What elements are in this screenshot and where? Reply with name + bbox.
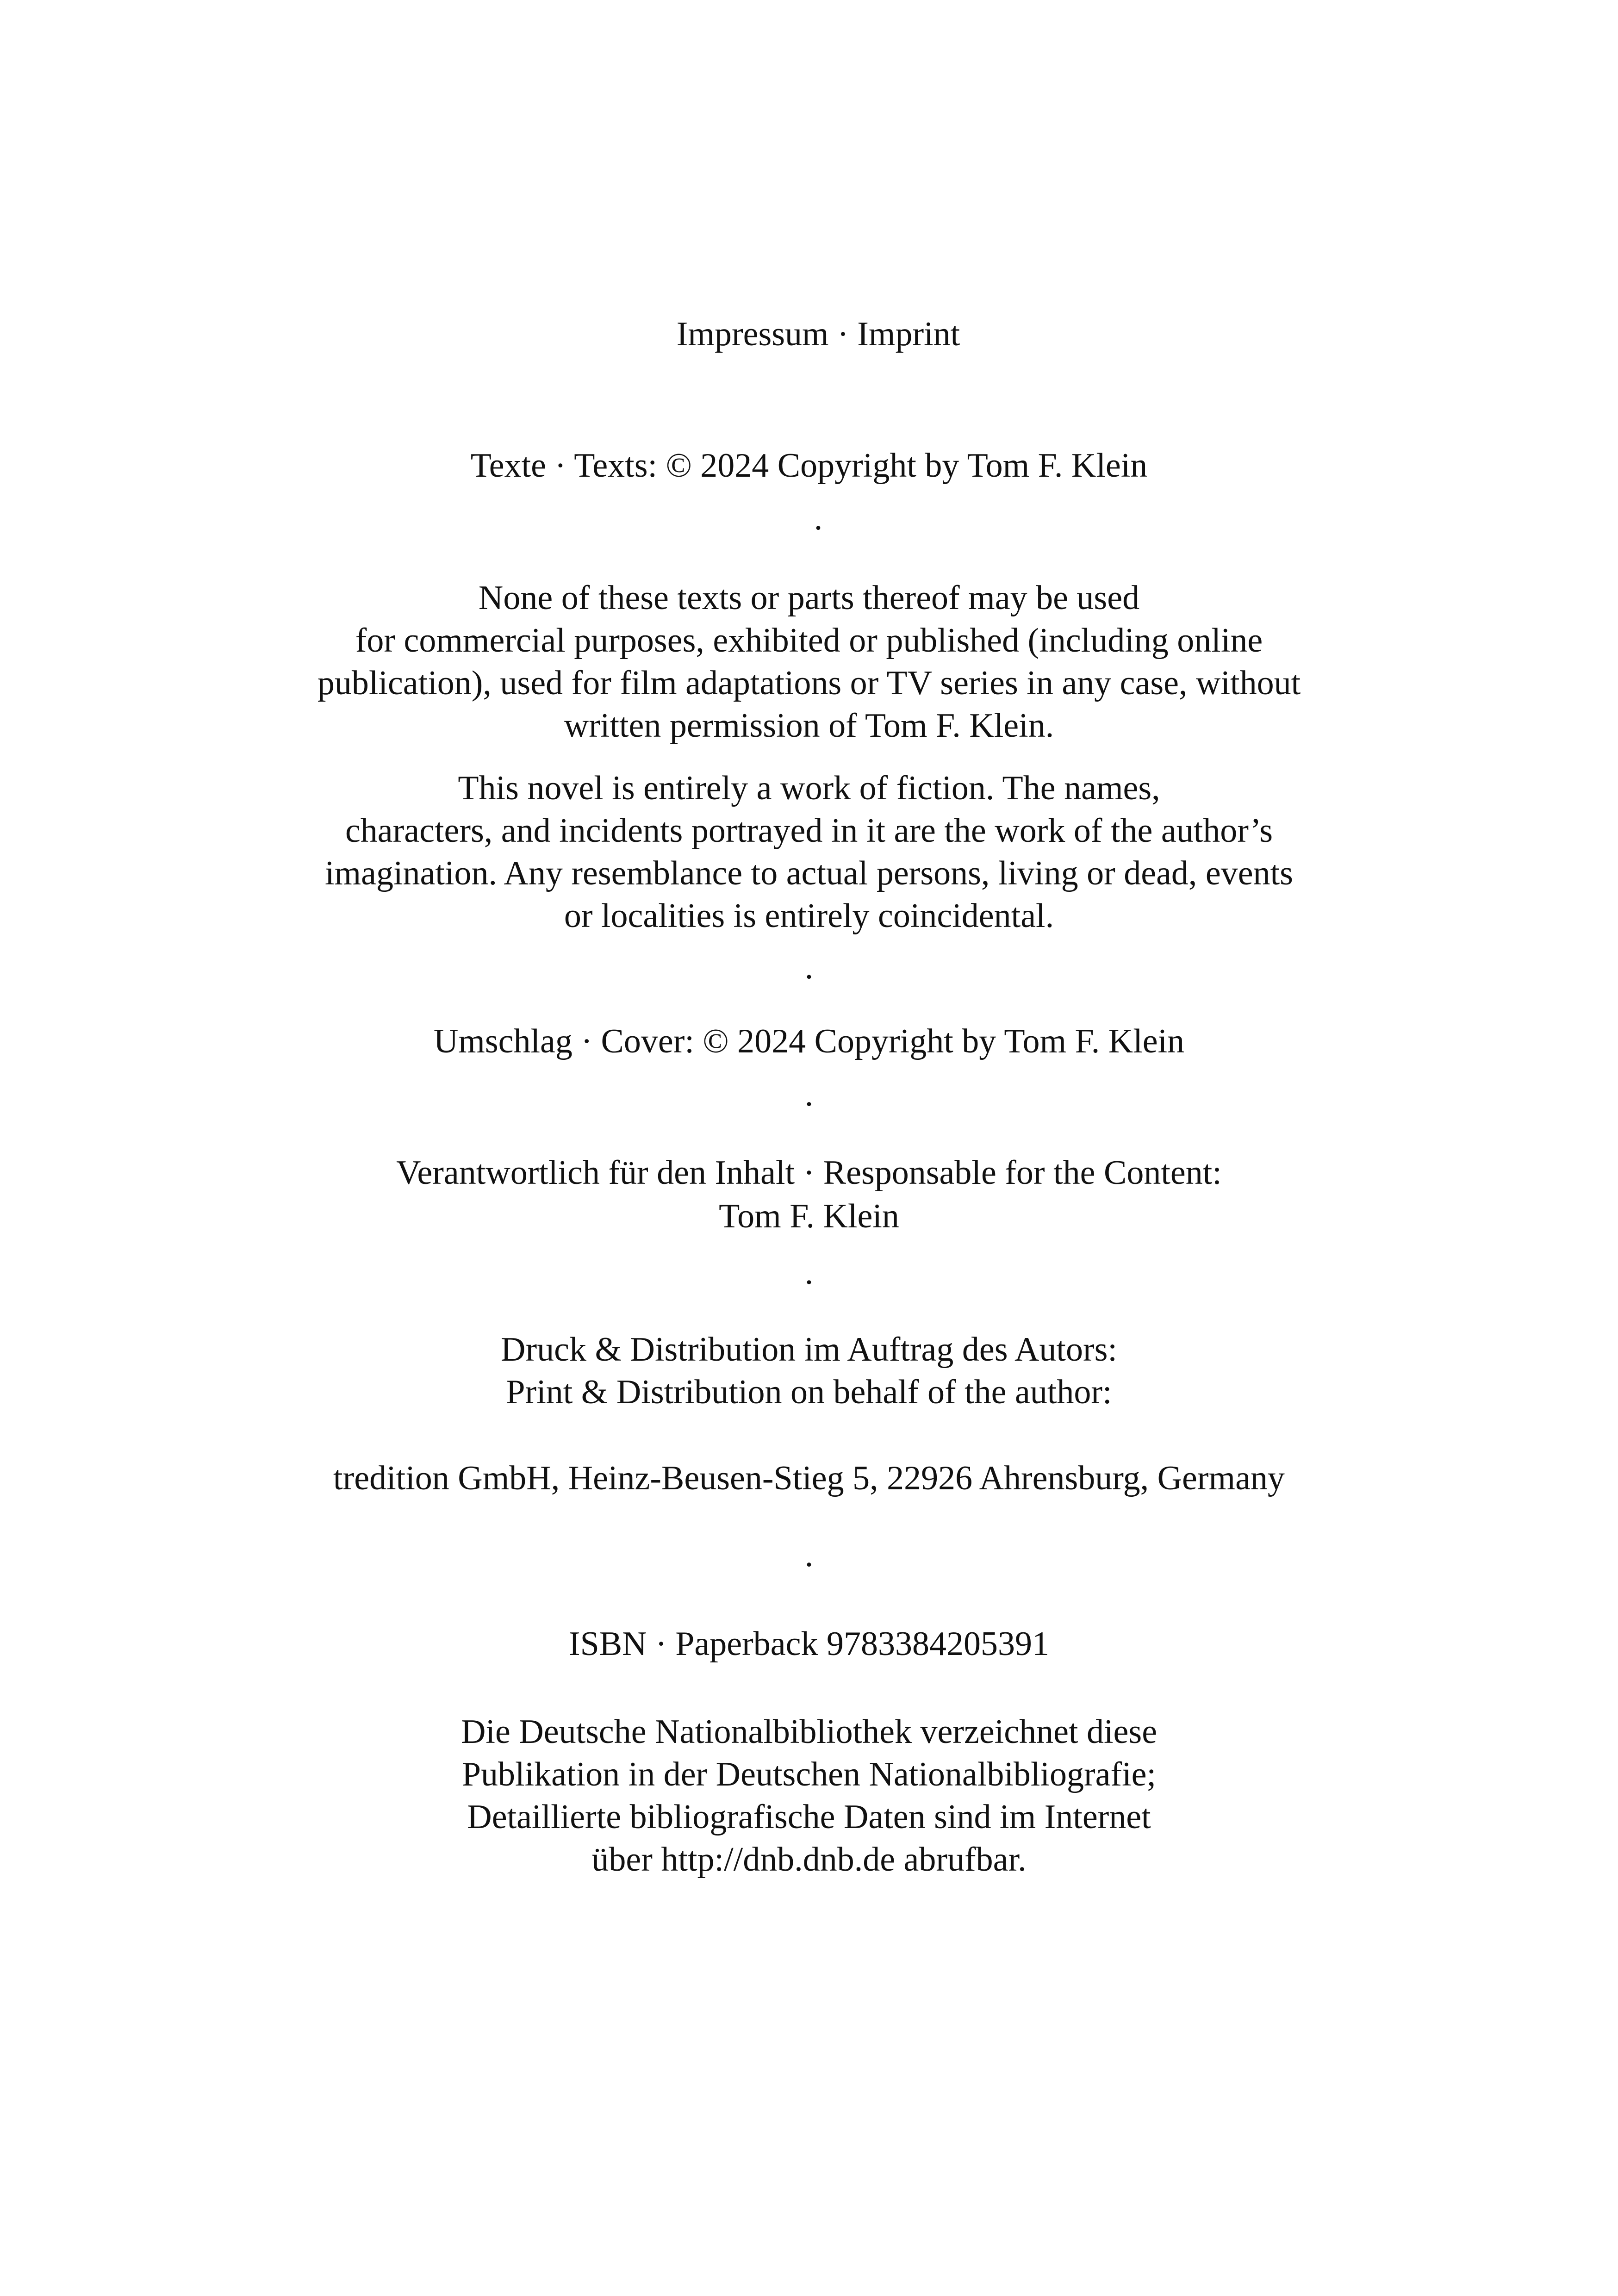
rights-line-4: written permission of Tom F. Klein. (564, 707, 1054, 745)
cover-copyright: Umschlag · Cover: © 2024 Copyright by Tom F. Klein (433, 1022, 1185, 1060)
separator-dot: . (804, 1076, 814, 1114)
print-line-1: Druck & Distribution im Auftrag des Autors: (501, 1331, 1117, 1369)
separator-dot: . (804, 1536, 814, 1574)
imprint-heading: Impressum · Imprint (676, 315, 960, 353)
rights-line-3: publication), used for film adaptations or TV series in any case, without (317, 664, 1301, 702)
separator-dot: . (804, 1254, 814, 1292)
rights-line-2: for commercial purposes, exhibited or published (including online (355, 622, 1263, 660)
texts-copyright: Texte · Texts: © 2024 Copyright by Tom F. Klein (470, 447, 1148, 485)
fiction-line-3: imagination. Any resemblance to actual persons, living or dead, events (325, 854, 1293, 892)
print-line-2: Print & Distribution on behalf of the author: (506, 1373, 1112, 1411)
separator-dot: . (804, 948, 814, 986)
rights-line-1: None of these texts or parts thereof may be used (478, 579, 1140, 617)
responsible-line-2: Tom F. Klein (719, 1197, 899, 1235)
separator-dot: . (814, 499, 823, 537)
dnb-line-3: Detaillierte bibliografische Daten sind im Internet (467, 1798, 1151, 1836)
fiction-line-4: or localities is entirely coincidental. (564, 897, 1054, 935)
fiction-line-1: This novel is entirely a work of fiction. The names, (458, 769, 1160, 807)
publisher-address: tredition GmbH, Heinz-Beusen-Stieg 5, 22926 Ahrensburg, Germany (333, 1459, 1285, 1497)
isbn-line: ISBN · Paperback 9783384205391 (569, 1625, 1049, 1663)
fiction-line-2: characters, and incidents portrayed in it are the work of the author’s (345, 812, 1273, 850)
dnb-line-2: Publikation in der Deutschen Nationalbibliografie; (461, 1755, 1157, 1793)
dnb-line-1: Die Deutsche Nationalbibliothek verzeichnet diese (461, 1713, 1157, 1751)
responsible-line-1: Verantwortlich für den Inhalt · Responsable for the Content: (396, 1154, 1222, 1192)
dnb-line-4: über http://dnb.dnb.de abrufbar. (591, 1841, 1027, 1879)
